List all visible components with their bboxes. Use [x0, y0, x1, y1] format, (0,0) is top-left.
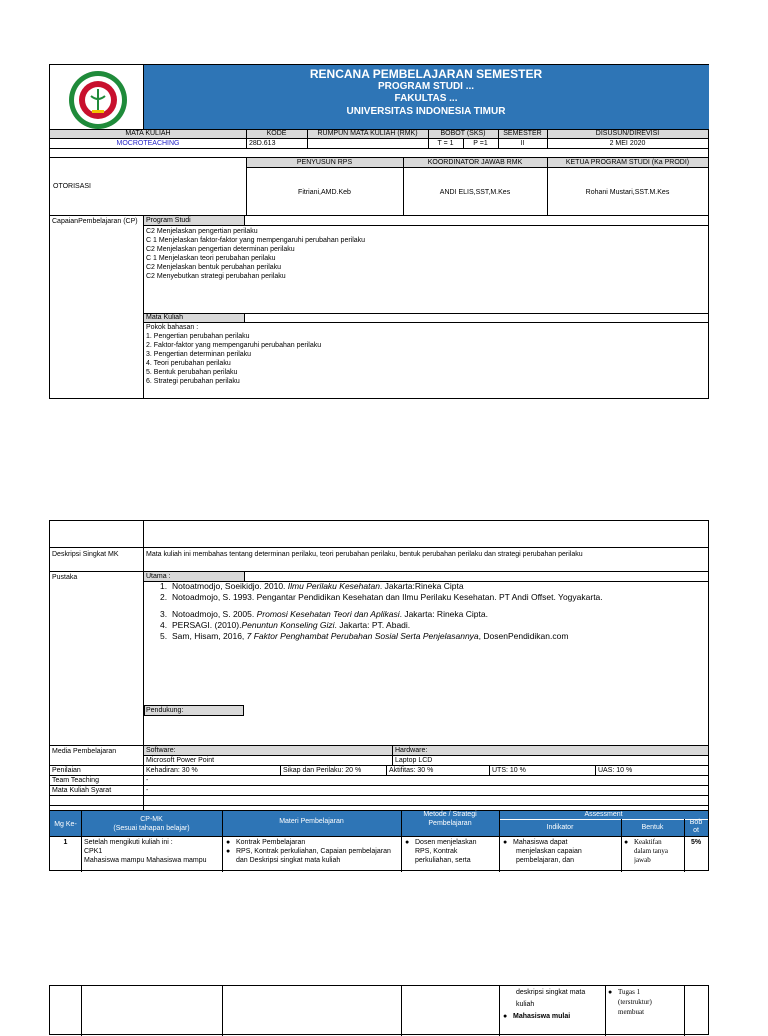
penilaian-sikap: Sikap dan Perilaku: 20 % — [283, 767, 362, 774]
col-bobot: Bob — [689, 819, 703, 826]
row-indikator-line: pembelajaran, dan — [516, 857, 574, 864]
universitas: UNIVERSITAS INDONESIA TIMUR — [346, 106, 506, 117]
row-materi-line: ● RPS, Kontrak perkuliahan, Capaian pembelajaran — [226, 848, 391, 855]
desc-label: Deskripsi Singkat MK — [52, 551, 119, 558]
cp-prodi-list — [146, 227, 706, 281]
row-bentuk-line: jawab — [634, 856, 651, 864]
syarat-value: - — [146, 787, 149, 794]
penilaian-aktifitas: Aktifitas: 30 % — [389, 767, 434, 774]
cp-item: C 1 Menjelaskan teori perubahan perilaku — [146, 255, 276, 262]
penilaian-label: Penilaian — [52, 767, 81, 774]
hardware-value: Laptop LCD — [395, 757, 433, 764]
row-materi-line: ● Kontrak Pembelajaran — [226, 839, 306, 846]
syarat-label: Mata Kuliah Syarat — [52, 787, 112, 794]
koordinator-name: ANDI ELIS,SST,M.Kes — [439, 189, 511, 196]
row-metode-line: ● Dosen menjelaskan — [405, 839, 477, 846]
header-koordinator: KOORDINATOR JAWAB RMK — [427, 159, 523, 166]
cp-mk-label: Mata Kuliah — [146, 314, 183, 321]
document-title: RENCANA PEMBELAJARAN SEMESTER — [309, 68, 543, 81]
semester-value: II — [520, 140, 525, 147]
pendukung-label: Pendukung: — [146, 707, 184, 714]
pokok-label: Pokok bahasan : — [146, 324, 199, 331]
university-logo — [58, 69, 138, 131]
col-metode: Metode / Strategi — [423, 811, 477, 818]
header-semester: SEMESTER — [503, 130, 542, 137]
col-bobot-2: ot — [693, 827, 699, 834]
row-bentuk-line: ● Keaktifan — [624, 838, 662, 846]
cont-bentuk-line: membuat — [618, 1008, 645, 1016]
row-bentuk-line: dalam tanya — [634, 847, 669, 855]
pustaka-item: 4. PERSAGI. (2010).Penuntun Konseling Gizi. Jakarta: PT. Abadi. — [160, 620, 411, 630]
utama-label: Utama : — [146, 573, 171, 580]
col-mg: Mg Ke- — [54, 821, 77, 828]
kaprodi-name: Rohani Mustari,SST.M.Kes — [585, 189, 670, 196]
bobot-p: P =1 — [473, 140, 488, 147]
row-metode-line: RPS, Kontrak — [415, 848, 458, 855]
col-bentuk: Bentuk — [641, 824, 664, 831]
header-kode: KODE — [266, 130, 287, 137]
col-indikator: Indikator — [546, 824, 574, 831]
rps-detail-section — [49, 520, 709, 871]
row-metode-line: perkuliahan, serta — [415, 857, 471, 864]
weekly-continuation — [49, 985, 709, 1035]
hardware-label: Hardware: — [395, 747, 428, 754]
col-cpmk-sub: (Sesuai tahapan belajar) — [113, 825, 190, 832]
penilaian-kehadiran: Kehadiran: 30 % — [146, 767, 198, 774]
course-code: 28D.613 — [249, 140, 276, 147]
course-name: MOCROTEACHING — [116, 140, 180, 147]
row-cpmk-line: Setelah mengikuti kuliah ini : — [84, 839, 173, 846]
fakultas: FAKULTAS ... — [394, 93, 458, 104]
pokok-item: 1. Pengertian perubahan perilaku — [146, 333, 250, 340]
row-cpmk-line: Mahasiswa mampu Mahasiswa mampu — [84, 857, 207, 864]
cont-indikator-line: deskripsi singkat mata — [516, 989, 586, 996]
cp-item: C2 Menjelaskan bentuk perubahan perilaku — [146, 264, 282, 271]
desc-text: Mata kuliah ini membahas tentang determinan perilaku, teori perubahan perilaku, bentuk perubahan perilaku dan strategi perubahan perilaku — [146, 551, 583, 558]
software-label: Software: — [146, 747, 176, 754]
cp-label: CapaianPembelajaran (CP) — [52, 218, 138, 225]
penilaian-uas: UAS: 10 % — [598, 767, 633, 774]
pokok-item: 4. Teori perubahan perilaku — [146, 360, 231, 367]
pokok-bahasan-list — [146, 323, 706, 386]
software-value: Microsoft Power Point — [146, 757, 215, 764]
pokok-item: 2. Faktor-faktor yang mempengaruhi perubahan perilaku — [146, 342, 322, 349]
pustaka-item: 1. Notoatmodjo, Soeikidjo. 2010. Ilmu Perilaku Kesehatan. Jakarta:Rineka Cipta — [160, 581, 464, 591]
header-mata-kuliah: MATA KULIAH — [125, 130, 171, 137]
header-kaprodi: KETUA PROGRAM STUDI (Ka PRODI) — [565, 159, 690, 166]
header-rumpun: RUMPUN MATA KULIAH (RMK) — [317, 130, 418, 137]
cont-bentuk-line: ● Tugas 1 — [608, 988, 641, 996]
row-bobot: 5% — [690, 839, 702, 846]
pustaka-list — [160, 581, 706, 642]
bobot-t: T = 1 — [437, 140, 454, 147]
row-indikator-line: menjelaskan capaian — [516, 848, 582, 855]
cont-indikator-line: kuliah — [516, 1001, 535, 1008]
col-metode-sub: Pembelajaran — [428, 820, 472, 827]
pustaka-item: 5. Sam, Hisam, 2016, 7 Faktor Penghambat Perubahan Sosial Serta Penjelasannya, DosenPendidikan.com — [160, 631, 569, 641]
cont-indikator-line: ● Mahasiswa mulai — [503, 1013, 571, 1020]
pustaka-item: 2. Notoadmojo, S. 1993. Pengantar Pendidikan Kesehatan dan Ilmu Perilaku Kesehatan. PT Andi Offset. Yogyakarta. — [160, 592, 603, 602]
pokok-item: 6. Strategi perubahan perilaku — [146, 378, 240, 385]
header-penyusun: PENYUSUN RPS — [296, 159, 353, 166]
cp-prodi-label: Program Studi — [146, 217, 191, 224]
pokok-item: 5. Bentuk perubahan perilaku — [146, 369, 238, 376]
row-indikator-line: ● Mahasiswa dapat — [503, 839, 568, 846]
header-bobot: BOBOT (SKS) — [440, 130, 486, 137]
row-materi-line: dan Deskripsi singkat mata kuliah — [236, 857, 341, 864]
team-value: - — [146, 777, 149, 784]
col-assessment: Assessment — [584, 811, 623, 818]
cp-item: C 1 Menjelaskan faktor-faktor yang mempengaruhi perubahan perilaku — [146, 237, 366, 244]
row-mg: 1 — [63, 839, 68, 846]
row-cpmk-line: CPK1 — [84, 848, 103, 855]
cp-item: C2 Menjelaskan pengertian determinan perilaku — [146, 246, 295, 253]
media-label: Media Pembelajaran — [52, 748, 117, 755]
revised-date: 2 MEI 2020 — [609, 140, 646, 147]
pokok-item: 3. Pengertian determinan perilaku — [146, 351, 252, 358]
header-disusun: DISUSUN/DIREVISI — [595, 130, 660, 137]
cp-item: C2 Menyebutkan strategi perubahan perilaku — [146, 273, 286, 280]
cont-bentuk-line: (terstruktur) — [618, 998, 652, 1006]
cp-item: C2 Menjelaskan pengertian perilaku — [146, 228, 258, 235]
rps-header-section — [49, 64, 709, 399]
pustaka-label: Pustaka — [52, 574, 78, 581]
team-label: Team Teaching — [52, 777, 99, 784]
otorisasi-label: OTORISASI — [53, 183, 91, 190]
pustaka-item: 3. Notoadmojo, S. 2005. Promosi Kesehatan Teori dan Aplikasi. Jakarta: Rineka Cipta. — [160, 609, 488, 619]
col-materi: Materi Pembelajaran — [279, 818, 344, 825]
penilaian-uts: UTS: 10 % — [492, 767, 526, 774]
penyusun-name: Fitriani,AMD.Keb — [298, 189, 351, 196]
col-cpmk: CP-MK — [140, 816, 163, 823]
program-studi: PROGRAM STUDI ... — [377, 81, 475, 92]
